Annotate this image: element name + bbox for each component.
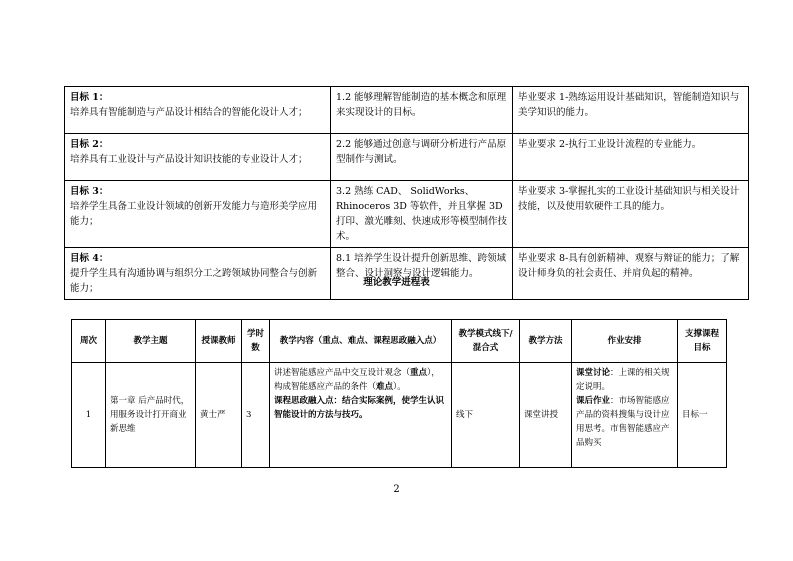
homework-cell [572,363,678,468]
goal-text: 培养学生具备工业设计领域的创新开发能力与造形美学应用能力； [70,201,318,227]
goal-text: 培养具有智能制造与产品设计相结合的智能化设计人才； [70,107,308,118]
method-cell: 课堂讲授 [520,363,572,468]
indicator-cell: 3.2 熟练 CAD、 SolidWorks、Rhinoceros 3D 等软件，并且掌握 3D 打印、激光雕刻、快速成形等模型制作技术。 [331,181,513,248]
teacher-cell: 黄士严 [196,363,242,468]
hours-cell: 3 [242,363,270,468]
goal-cell [65,181,331,248]
header-row [72,320,727,363]
goal-title: 目标 3： [70,186,109,197]
header-topic: 教学主题 [106,320,196,363]
indicator-cell: 2.2 能够通过创意与调研分析进行产品原型制作与测试。 [331,134,513,181]
requirement-cell: 毕业要求 2-执行工业设计流程的专业能力。 [513,134,749,181]
goal-cell [65,87,331,134]
goals-table [64,86,749,300]
header-week: 周次 [72,320,106,363]
goal-text: 培养具有工业设计与产品设计知识技能的专业设计人才； [70,154,308,165]
table-row [65,181,749,248]
page-number: 2 [393,484,400,495]
topic-cell: 第一章 后产品时代，用服务设计打开商业新思维 [106,363,196,468]
support-cell: 目标一 [678,363,727,468]
table-row [72,363,727,468]
homework-label-discussion: 课堂讨论 [576,368,611,378]
goal-text: 提升学生具有沟通协调与组织分工之跨领域协同整合与创新能力； [70,268,318,294]
schedule-table [71,319,727,468]
schedule-caption: 理论教学进程表 [363,277,430,288]
goal-title: 目标 1： [70,92,109,103]
header-mode: 教学模式线下/混合式 [452,320,520,363]
goal-title: 目标 2： [70,139,109,150]
indicator-cell: 1.2 能够理解智能制造的基本概念和原理来实现设计的目标。 [331,87,513,134]
header-support: 支撑课程目标 [678,320,727,363]
table-row [65,134,749,181]
content-intro: 讲述智能感应产品中交互设计观念（ [274,368,411,378]
homework-text-discussion: ：上课的相关规定说明。 [576,368,670,392]
header-method: 教学方法 [520,320,572,363]
header-teacher: 授课教师 [196,320,242,363]
requirement-cell: 毕业要求 3-掌握扎实的工业设计基础知识与相关设计技能，以及使用软硬件工具的能力。 [513,181,749,248]
content-cell [270,363,452,468]
requirement-cell: 毕业要求 1-熟练运用设计基础知识，智能制造知识与美学知识的能力。 [513,87,749,134]
requirement-cell: 毕业要求 8-具有创新精神、观察与辩证的能力；了解设计师身负的社会责任、并肩负起的精神。 [513,248,749,300]
content-mid: ），构成智能感应产品的条件（ [274,368,440,392]
content-ideology: 课程思政融入点：结合实际案例，使学生认识智能设计的方法与技巧。 [274,396,445,420]
mode-cell: 线下 [452,363,520,468]
content-difficulty: 难点 [376,382,394,392]
header-hours: 学时数 [242,320,270,363]
homework-text-assignment: ：市场智能感应产品的资料搜集与设计应用思考。市售智能感应产品购买 [576,396,670,448]
goal-title: 目标 4： [70,253,109,264]
header-homework: 作业安排 [572,320,678,363]
indicator-cell: 8.1 培养学生设计提升创新思维、跨领域整合、设计洞察与设计逻辑能力。 [331,248,513,300]
homework-label-assignment: 课后作业 [576,396,611,406]
content-key-point: 重点 [410,368,428,378]
week-cell: 1 [72,363,106,468]
goal-cell [65,134,331,181]
content-end: ）。 [393,382,406,392]
header-content: 教学内容（重点、难点、课程思政融入点） [270,320,452,363]
table-row [65,87,749,134]
